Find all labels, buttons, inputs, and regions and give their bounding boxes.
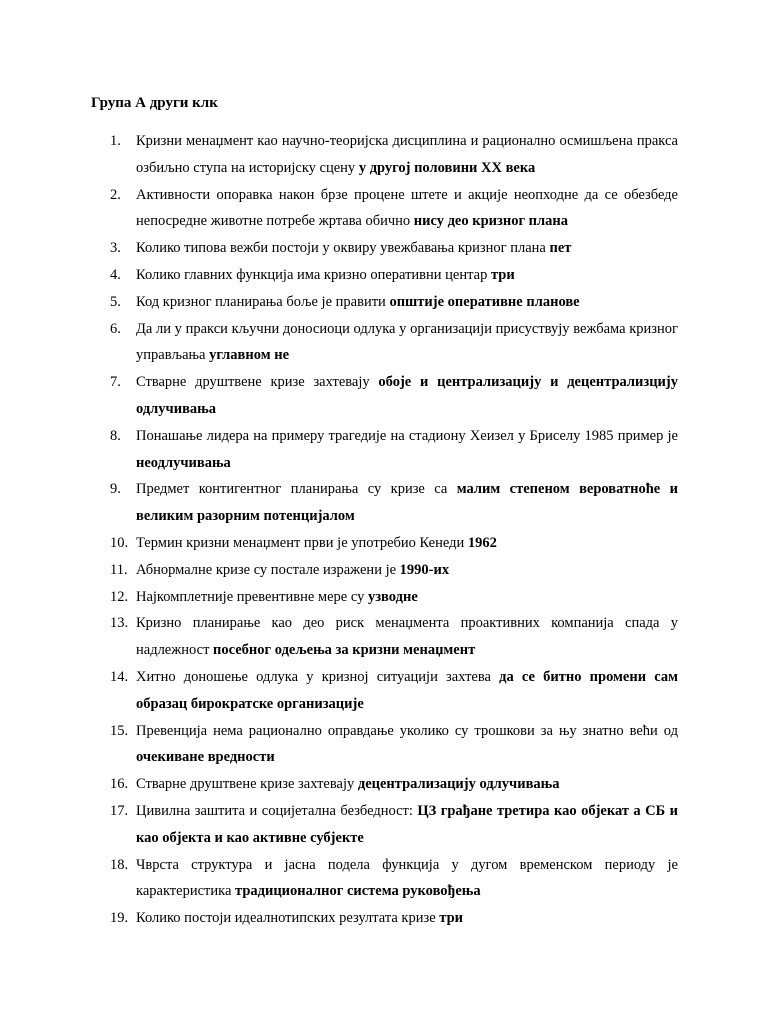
- question-item: [110, 423, 678, 477]
- question-item: [110, 476, 678, 530]
- question-answer: углавном не: [209, 347, 290, 364]
- question-answer: посебног одељења за кризни менаџмент: [213, 642, 476, 659]
- question-body: [136, 289, 678, 316]
- question-text: Хитно доношење одлука у кризној ситуацији захтева: [136, 668, 500, 685]
- question-body: [136, 852, 678, 906]
- question-item: [110, 771, 678, 798]
- question-number: 6.: [110, 320, 121, 337]
- question-item: [110, 182, 678, 236]
- question-body: [136, 476, 678, 530]
- question-body: [136, 423, 678, 477]
- question-item: [110, 798, 678, 852]
- question-answer: пет: [549, 240, 572, 257]
- question-number: 15.: [110, 722, 129, 739]
- question-answer: узводне: [367, 588, 418, 605]
- question-number: 11.: [110, 561, 128, 578]
- question-body: [136, 664, 678, 718]
- question-item: [110, 235, 678, 262]
- question-item: [110, 289, 678, 316]
- question-text: Цивилна заштита и социјетална безбедност:: [136, 802, 418, 819]
- question-body: [136, 905, 678, 932]
- question-number: 9.: [110, 481, 121, 498]
- question-item: [110, 557, 678, 584]
- question-text: Кризни менаџмент као научно-теоријска дисциплина и рационално осмишљена пракса озбиљно ступа на историјску сцену: [136, 133, 678, 176]
- question-text: Колико типова вежби постоји у оквиру увежбавања кризног плана: [136, 240, 550, 257]
- question-number: 16.: [110, 776, 129, 793]
- question-body: [136, 262, 678, 289]
- question-answer: традиционалног система руковођења: [235, 883, 481, 900]
- question-answer: неодлучивања: [136, 454, 231, 471]
- question-text: Понашање лидера на примеру трагедије на стадиону Хеизел у Бриселу 1985 пример је: [136, 427, 678, 444]
- question-number: 3.: [110, 240, 121, 257]
- question-number: 1.: [110, 133, 121, 149]
- question-text: Активности опоравка након брзе процене штете и акције неопходне да се обезбеде непосредне животне потребе жртава обично: [136, 186, 678, 230]
- question-answer: малим степеном вероватноће и великим разорним потенцијалом: [136, 481, 678, 525]
- question-body: [136, 798, 678, 852]
- question-body: [136, 182, 678, 236]
- question-answer: ЦЗ грађане третира као објекат а СБ и као објекта и као активне субјекте: [136, 802, 679, 846]
- question-number: 10.: [110, 534, 129, 551]
- question-item: [110, 530, 678, 557]
- question-answer: децентрализацију одлучивања: [357, 776, 560, 793]
- question-text: Стварне друштвене кризе захтевају: [136, 776, 358, 793]
- question-answer: у другој половини XX века: [358, 159, 536, 176]
- question-item: [110, 316, 678, 370]
- question-answer: три: [490, 266, 515, 283]
- question-list: [110, 128, 678, 932]
- question-text: Кризно планирање као део риск менаџмента проактивних компанија спада у надлежност: [136, 615, 678, 659]
- question-number: 13.: [110, 615, 129, 632]
- question-body: [136, 771, 678, 798]
- question-item: [110, 664, 678, 718]
- question-number: 17.: [110, 802, 129, 819]
- question-body: [136, 316, 678, 370]
- question-body: [136, 557, 678, 584]
- question-number: 19.: [110, 910, 129, 927]
- question-body: [136, 530, 678, 557]
- question-text: Превенција нема рационално оправдање уколико су трошкови за њу знатно већи од: [136, 722, 678, 739]
- question-item: [110, 905, 678, 932]
- question-body: [136, 235, 678, 262]
- question-number: 4.: [110, 266, 121, 283]
- question-answer: да се битно промени сам образац бирократске организације: [136, 668, 679, 712]
- document-heading: Група А други клк: [91, 95, 218, 111]
- question-text: Да ли у пракси кључни доносиоци одлука у организацији присуствују вежбама кризног управљања: [136, 320, 678, 364]
- question-body: [136, 718, 678, 772]
- question-body: [136, 610, 678, 664]
- question-item: [110, 718, 678, 772]
- question-item: [110, 369, 678, 423]
- question-number: 12.: [110, 588, 129, 605]
- question-item: [110, 852, 678, 906]
- question-text: Термин кризни менаџмент први је употребио Кенеди: [136, 534, 468, 551]
- question-answer: три: [439, 910, 463, 927]
- question-body: [136, 128, 678, 182]
- question-item: [110, 262, 678, 289]
- question-item: [110, 610, 678, 664]
- question-answer: 1990-их: [399, 561, 450, 578]
- question-number: 18.: [110, 856, 129, 873]
- question-text: Чврста структура и јасна подела функција у дугом временском периоду је карактеристика: [136, 856, 678, 900]
- question-number: 2.: [110, 186, 121, 203]
- question-text: Предмет контигентног планирања су кризе са: [136, 481, 457, 498]
- question-number: 8.: [110, 427, 121, 444]
- question-item: [110, 584, 678, 611]
- question-number: 14.: [110, 668, 129, 685]
- question-text: Колико постоји идеалнотипских резултата кризе: [136, 910, 440, 927]
- question-answer: 1962: [467, 534, 497, 551]
- question-answer: очекиване вредности: [136, 749, 275, 766]
- question-text: Абнормалне кризе су постале изражени је: [136, 561, 400, 578]
- question-item: [110, 128, 678, 182]
- question-body: [136, 584, 678, 611]
- question-answer: обоје и централизацију и децентрализцију одлучивања: [136, 374, 678, 417]
- question-number: 7.: [110, 374, 121, 391]
- question-answer: нису део кризног плана: [413, 213, 568, 230]
- question-answer: општије оперативне планове: [389, 293, 580, 310]
- question-text: Код кризног планирања боље је правити: [136, 293, 390, 310]
- question-text: Колико главних функција има кризно оперативни центар: [136, 266, 491, 283]
- question-body: [136, 369, 678, 423]
- question-text: Стварне друштвене кризе захтевају: [136, 374, 379, 391]
- question-text: Најкомплетније превентивне мере су: [136, 588, 368, 605]
- question-number: 5.: [110, 293, 121, 310]
